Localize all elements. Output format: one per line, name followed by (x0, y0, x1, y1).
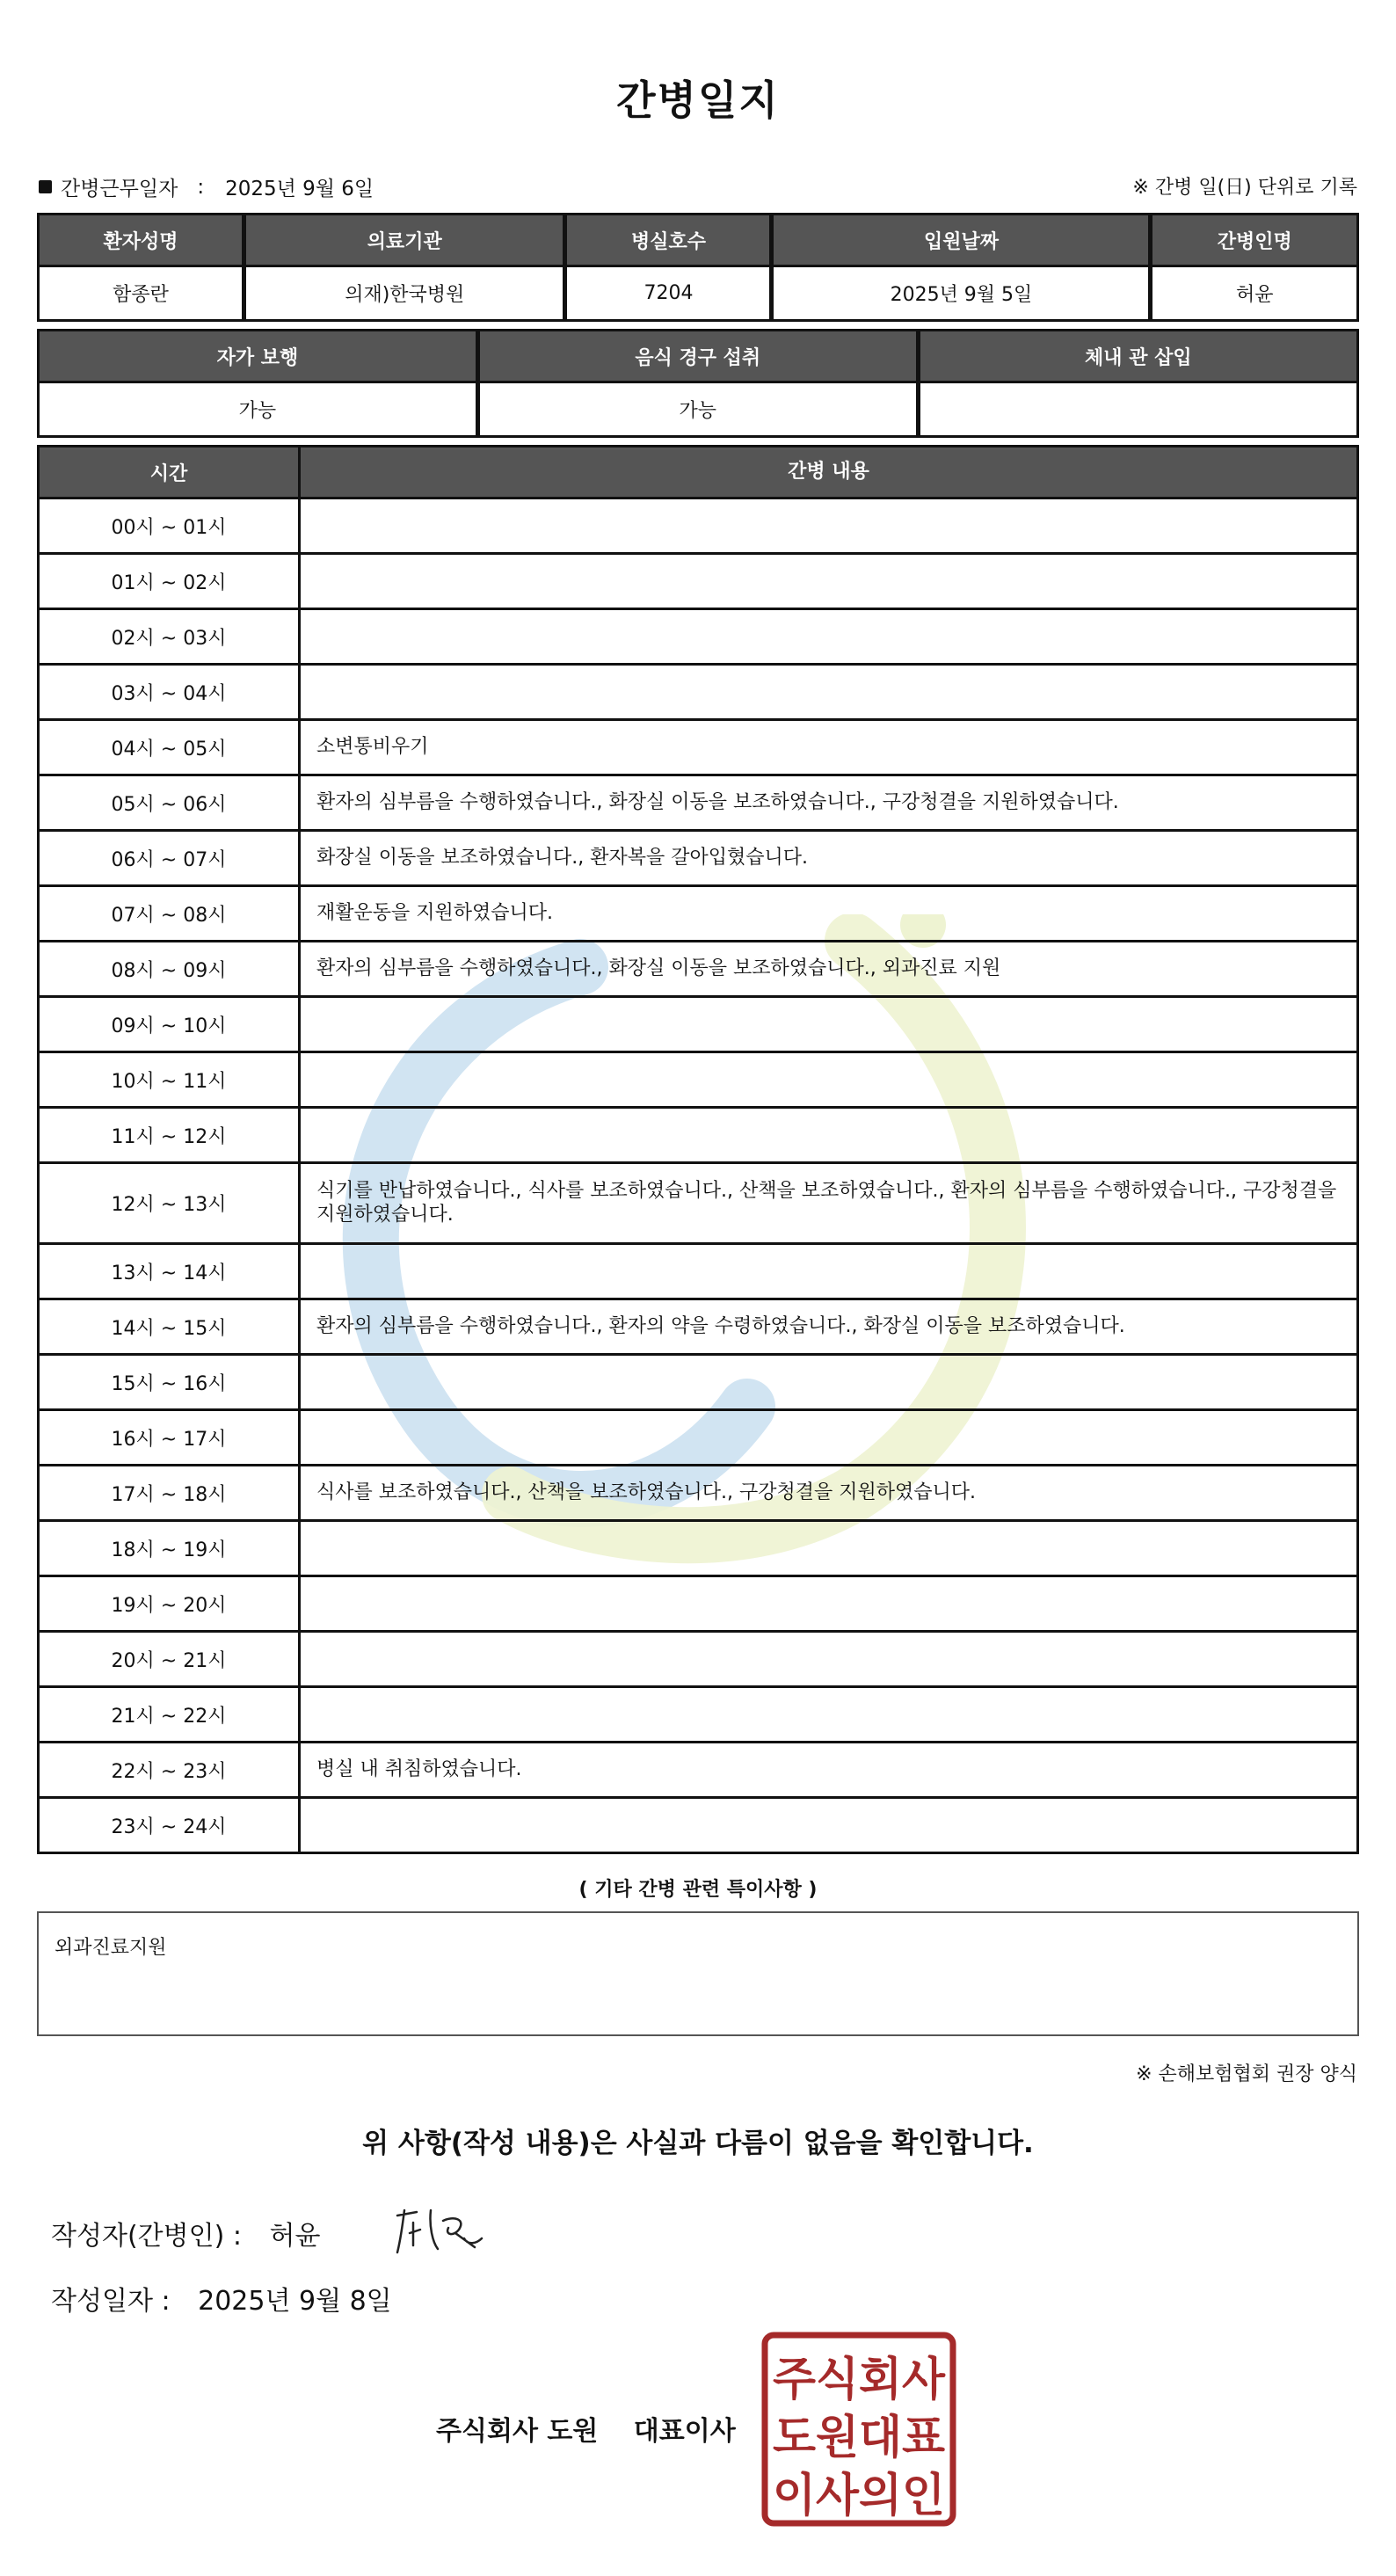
time-slot: 02시 ~ 03시 (37, 610, 301, 666)
time-slot: 03시 ~ 04시 (37, 666, 301, 721)
value-admission-date: 2025년 9월 5일 (771, 267, 1150, 322)
special-notes-content: 외과진료지원 (55, 1937, 167, 1959)
header-tube-insertion: 체내 관 삽입 (918, 329, 1359, 383)
time-slot: 20시 ~ 21시 (37, 1633, 301, 1688)
table-row (37, 1688, 1359, 1743)
time-slot: 08시 ~ 09시 (37, 942, 301, 998)
header-patient-name: 환자성명 (37, 213, 244, 267)
time-slot: 07시 ~ 08시 (37, 887, 301, 942)
table-row (37, 1577, 1359, 1633)
table-row (37, 1053, 1359, 1109)
value-oral-intake: 가능 (477, 383, 918, 438)
table-row (37, 721, 1359, 776)
care-content: 병실 내 취침하였습니다. (301, 1743, 1359, 1799)
value-hospital: 의재)한국병원 (244, 267, 564, 322)
header-self-walking: 자가 보행 (37, 329, 477, 383)
time-slot: 12시 ~ 13시 (37, 1164, 301, 1245)
time-slot: 18시 ~ 19시 (37, 1522, 301, 1577)
table-row (37, 499, 1359, 555)
svg-text:주식회사: 주식회사 (773, 2354, 946, 2406)
table-row (37, 1743, 1359, 1799)
care-content: 식사를 보조하였습니다., 산책을 보조하였습니다., 구강청결을 지원하였습니다. (301, 1466, 1359, 1522)
time-slot: 04시 ~ 05시 (37, 721, 301, 776)
table-row (37, 1466, 1359, 1522)
page-title: 간병일지 (616, 76, 780, 124)
header-time: 시간 (37, 445, 301, 499)
time-slot: 17시 ~ 18시 (37, 1466, 301, 1522)
time-slot: 16시 ~ 17시 (37, 1411, 301, 1466)
patient-status-table (37, 329, 1359, 438)
care-content: 화장실 이동을 보조하였습니다., 환자복을 갈아입혔습니다. (301, 832, 1359, 887)
record-unit-note: ※ 간병 일(日) 단위로 기록 (1132, 177, 1357, 199)
company-seal-stamp (761, 2332, 956, 2527)
header-room: 병실호수 (564, 213, 771, 267)
association-note: ※ 손해보험협회 권장 양식 (1136, 2063, 1357, 2085)
company-name: 주식회사 도원 (436, 2416, 599, 2447)
time-slot: 01시 ~ 02시 (37, 555, 301, 610)
table-row (37, 555, 1359, 610)
table-row (37, 887, 1359, 942)
time-slot: 15시 ~ 16시 (37, 1356, 301, 1411)
time-slot: 14시 ~ 15시 (37, 1300, 301, 1356)
table-row (37, 1109, 1359, 1164)
care-content (301, 610, 1359, 666)
hourly-care-log-table (37, 445, 1359, 1854)
written-date-value: 2025년 9월 8일 (198, 2286, 392, 2317)
table-row (37, 832, 1359, 887)
time-slot: 06시 ~ 07시 (37, 832, 301, 887)
header-hospital: 의료기관 (244, 213, 564, 267)
care-content (301, 1688, 1359, 1743)
header-oral-intake: 음식 경구 섭취 (477, 329, 918, 383)
table-row (37, 998, 1359, 1053)
table-row (37, 942, 1359, 998)
time-slot: 11시 ~ 12시 (37, 1109, 301, 1164)
writer-name: 허윤 (269, 2221, 321, 2252)
care-date-value: 2025년 9월 6일 (225, 178, 374, 200)
table-row (37, 776, 1359, 832)
care-content: 소변통비우기 (301, 721, 1359, 776)
writer-label: 작성자(간병인) : (51, 2221, 242, 2252)
care-content (301, 1356, 1359, 1411)
written-date-line (51, 2279, 392, 2318)
table-row (37, 1245, 1359, 1300)
care-content (301, 1053, 1359, 1109)
care-date-label: 간병근무일자 (61, 178, 178, 200)
handwritten-signature (390, 2203, 487, 2259)
table-row (37, 1411, 1359, 1466)
time-slot: 19시 ~ 20시 (37, 1577, 301, 1633)
header-admission-date: 입원날짜 (771, 213, 1150, 267)
value-caregiver: 허윤 (1150, 267, 1359, 322)
care-content (301, 1522, 1359, 1577)
care-date-line (39, 172, 374, 201)
time-slot: 23시 ~ 24시 (37, 1799, 301, 1854)
svg-text:도원대표: 도원대표 (773, 2412, 945, 2464)
care-content: 환자의 심부름을 수행하였습니다., 화장실 이동을 보조하였습니다., 구강청결을 지원하였습니다. (301, 776, 1359, 832)
written-date-label: 작성일자 : (51, 2286, 171, 2317)
value-self-walking: 가능 (37, 383, 477, 438)
table-row (37, 666, 1359, 721)
care-content (301, 1633, 1359, 1688)
time-slot: 09시 ~ 10시 (37, 998, 301, 1053)
special-notes-box (37, 1911, 1359, 2036)
table-row (37, 1633, 1359, 1688)
confirmation-statement: 위 사항(작성 내용)은 사실과 다름이 없음을 확인합니다. (362, 2128, 1034, 2159)
care-content: 식기를 반납하였습니다., 식사를 보조하였습니다., 산책을 보조하였습니다., 환자의 심부름을 수행하였습니다., 구강청결을 지원하였습니다. (301, 1164, 1359, 1245)
time-slot: 00시 ~ 01시 (37, 499, 301, 555)
care-content (301, 555, 1359, 610)
value-patient-name: 함종란 (37, 267, 244, 322)
writer-line (51, 2214, 320, 2252)
time-slot: 05시 ~ 06시 (37, 776, 301, 832)
patient-info-table (37, 213, 1359, 327)
care-content (301, 1411, 1359, 1466)
care-content (301, 1245, 1359, 1300)
value-room: 7204 (564, 267, 771, 322)
care-content: 환자의 심부름을 수행하였습니다., 환자의 약을 수령하였습니다., 화장실 이동을 보조하였습니다. (301, 1300, 1359, 1356)
table-row (37, 1356, 1359, 1411)
time-slot: 22시 ~ 23시 (37, 1743, 301, 1799)
care-content (301, 1577, 1359, 1633)
care-content (301, 499, 1359, 555)
table-row (37, 1522, 1359, 1577)
company-role: 대표이사 (633, 2416, 736, 2447)
header-caregiver: 간병인명 (1150, 213, 1359, 267)
special-notes-title: ( 기타 간병 관련 특이사항 ) (578, 1879, 818, 1901)
care-content: 환자의 심부름을 수행하였습니다., 화장실 이동을 보조하였습니다., 외과진료 지원 (301, 942, 1359, 998)
bullet-square-icon (39, 180, 52, 193)
svg-text:이사의인: 이사의인 (773, 2470, 945, 2522)
value-tube-insertion (918, 383, 1359, 438)
table-row (37, 1164, 1359, 1245)
care-content (301, 998, 1359, 1053)
table-row (37, 1300, 1359, 1356)
care-date-separator: : (197, 175, 205, 199)
care-content (301, 1799, 1359, 1854)
time-slot: 21시 ~ 22시 (37, 1688, 301, 1743)
company-signature-line (436, 2409, 736, 2448)
header-care-content: 간병 내용 (301, 445, 1359, 499)
time-slot: 13시 ~ 14시 (37, 1245, 301, 1300)
table-row (37, 610, 1359, 666)
time-slot: 10시 ~ 11시 (37, 1053, 301, 1109)
care-content (301, 666, 1359, 721)
table-row (37, 1799, 1359, 1854)
care-content: 재활운동을 지원하였습니다. (301, 887, 1359, 942)
care-content (301, 1109, 1359, 1164)
